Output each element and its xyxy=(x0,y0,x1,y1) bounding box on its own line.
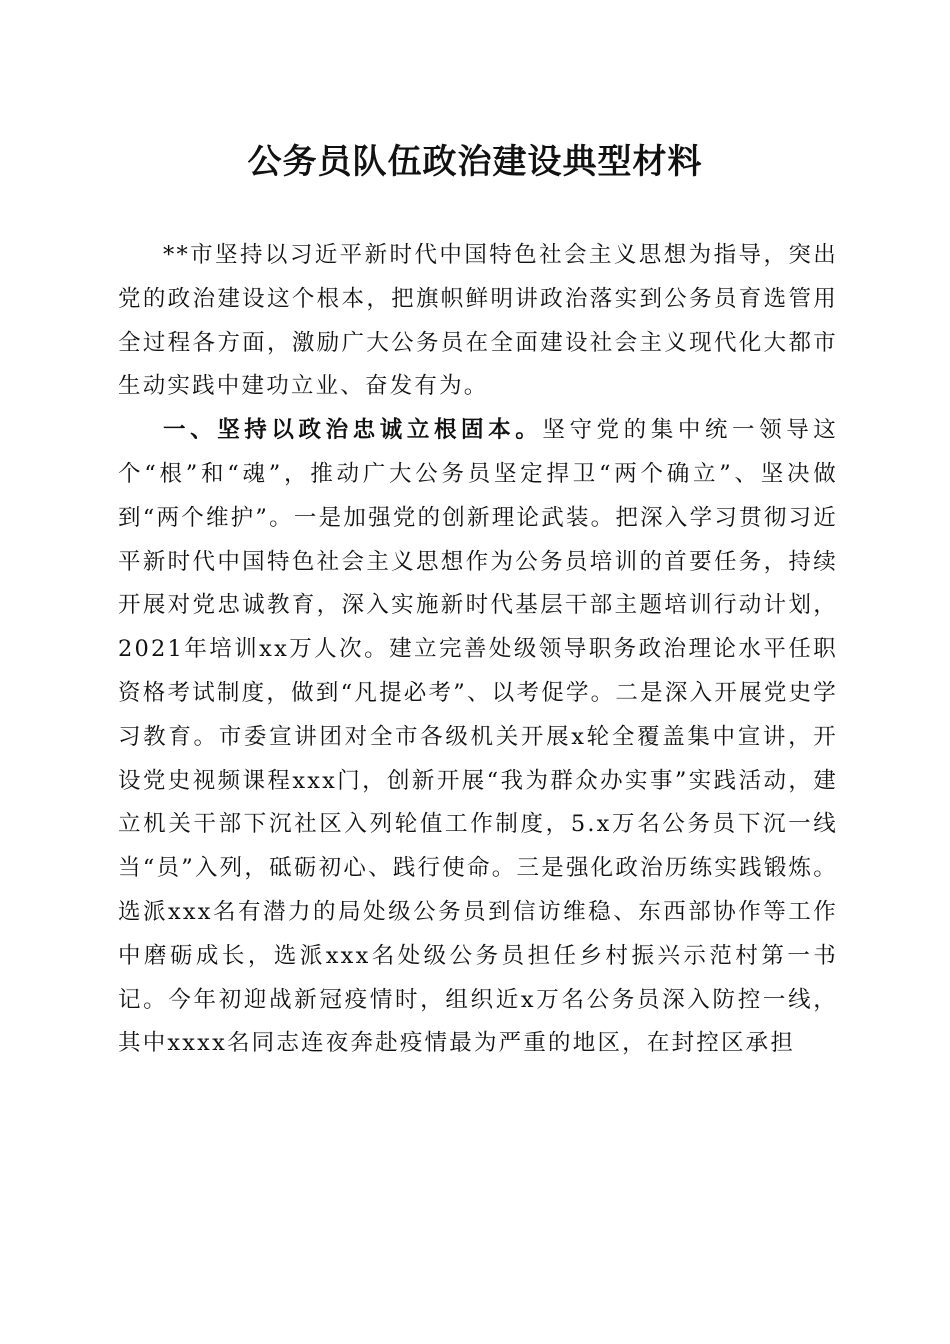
paragraph-text: 坚守党的集中统一领导这个“根”和“魂”，推动广大公务员坚定捍卫“两个确立”、坚决做到“两个维护”。一是加强党的创新理论武装。把深入学习贯彻习近平新时代中国特色社会主义思想作为公务员培训的首要任务，持续开展对党忠诚教育，深入实施新时代基层干部主题培训行动计划，2021年培训xx万人次。建立完善处级领导职务政治理论水平任职资格考试制度，做到“凡提必考”、以考促学。二是深入开展党史学习教育。市委宣讲团对全市各级机关开展x轮全覆盖集中宣讲，开设党史视频课程xxx门，创新开展“我为群众办实事”实践活动，建立机关干部下沉社区入列轮值工作制度，5.x万名公务员下沉一线当“员”入列，砥砺初心、践行使命。三是强化政治历练实践锻炼。选派xxx名有潜力的局处级公务员到信访维稳、东西部协作等工作中磨砺成长，选派xxx名处级公务员担任乡村振兴示范村第一书记。今年初迎战新冠疫情时，组织近x万名公务员深入防控一线，其中xxxx名同志连夜奔赴疫情最为严重的地区，在封控区承担 xyxy=(118,417,838,1057)
paragraph-intro xyxy=(118,234,838,409)
paragraph-section-one xyxy=(118,409,838,1066)
paragraph-text: **市坚持以习近平新时代中国特色社会主义思想为指导，突出党的政治建设这个根本，把旗帜鲜明讲政治落实到公务员育选管用全过程各方面，激励广大公务员在全面建设社会主义现代化大都市生动实践中建功立业、奋发有为。 xyxy=(118,242,838,400)
document-body xyxy=(118,234,838,1066)
document-title: 公务员队伍政治建设典型材料 xyxy=(247,142,703,182)
section-heading: 一、坚持以政治忠诚立根固本。 xyxy=(163,417,543,444)
